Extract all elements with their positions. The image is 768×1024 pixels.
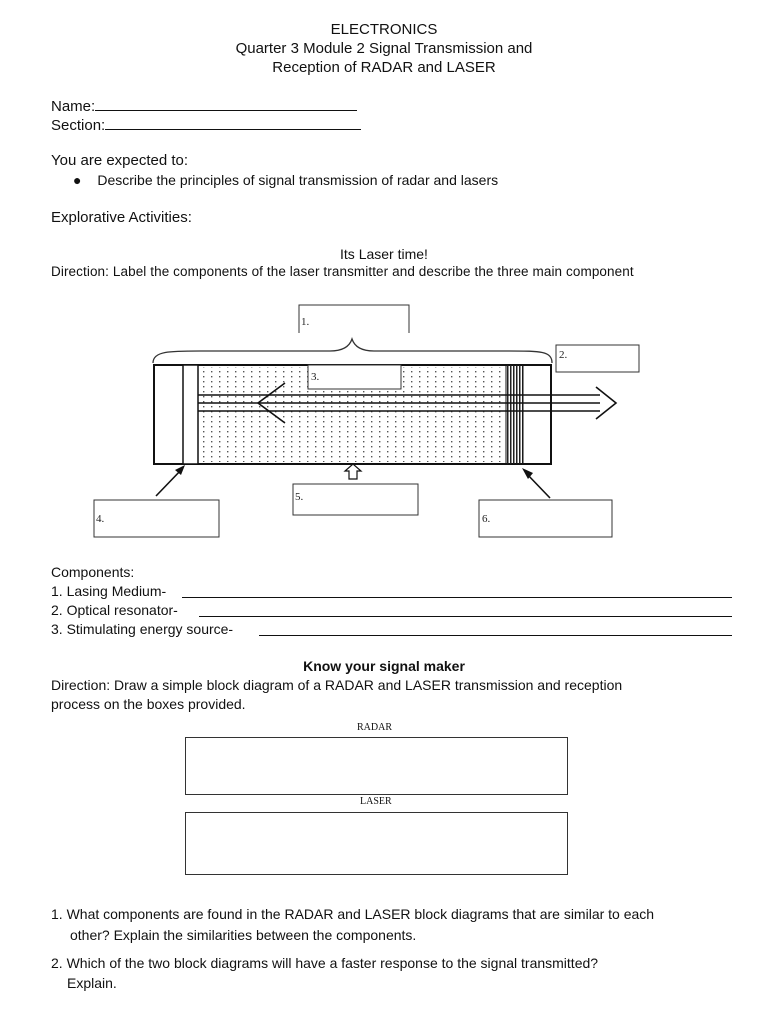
objective-text: Describe the principles of signal transmission of radar and lasers — [97, 172, 499, 188]
label-number-4: 4. — [96, 513, 105, 525]
arrow-head-right-icon — [522, 468, 533, 479]
document-subject: ELECTRONICS — [330, 21, 438, 38]
label-box-4 — [94, 500, 219, 537]
component-blank-3[interactable] — [259, 635, 732, 636]
activity2-direction-line2: process on the boxes provided. — [51, 696, 246, 712]
laser-box-label: LASER — [360, 796, 392, 807]
activity2-title: Know your signal maker — [303, 658, 465, 674]
question-2-line2: Explain. — [67, 975, 117, 991]
activity1-title: Its Laser time! — [340, 246, 428, 262]
section-label: Section: — [51, 117, 106, 134]
objectives-heading: You are expected to: — [51, 152, 189, 169]
component-energy-source: 3. Stimulating energy source- — [51, 621, 234, 637]
laser-transmitter-diagram — [0, 295, 768, 545]
question-2-line1: 2. Which of the two block diagrams will have a faster response to the signal transmitted? — [51, 955, 599, 971]
components-heading: Components: — [51, 564, 135, 580]
section-blank[interactable] — [105, 115, 361, 130]
bracket-icon — [153, 339, 552, 363]
radar-box-label: RADAR — [357, 722, 393, 733]
radar-drawing-box[interactable] — [185, 737, 568, 795]
component-blank-2[interactable] — [199, 616, 732, 617]
objective-item — [73, 172, 498, 188]
bullet-icon: ● — [73, 172, 82, 188]
activity2-direction-line1: Direction: Draw a simple block diagram of a RADAR and LASER transmission and reception — [51, 677, 623, 693]
document-title-line2: Reception of RADAR and LASER — [272, 59, 496, 76]
activity1-direction: Direction: Label the components of the laser transmitter and describe the three main component — [51, 264, 634, 279]
component-lasing-medium: 1. Lasing Medium- — [51, 583, 167, 599]
section-field[interactable] — [51, 115, 361, 134]
up-arrow-icon — [345, 464, 361, 479]
name-label: Name: — [51, 98, 96, 115]
component-blank-1[interactable] — [182, 597, 732, 598]
label-number-2: 2. — [559, 349, 568, 361]
document-title-line1: Quarter 3 Module 2 Signal Transmission and — [235, 40, 533, 57]
label-box-5 — [293, 484, 418, 515]
laser-drawing-box[interactable] — [185, 812, 568, 875]
partial-mirror — [506, 365, 523, 464]
full-mirror — [183, 365, 198, 464]
label-number-5: 5. — [295, 491, 304, 503]
name-field[interactable] — [51, 96, 357, 115]
label-number-6: 6. — [482, 513, 491, 525]
label-number-3: 3. — [311, 371, 320, 383]
explorative-heading: Explorative Activities: — [51, 209, 192, 226]
question-1-line2: other? Explain the similarities between the components. — [70, 927, 417, 943]
label-box-2 — [556, 345, 639, 372]
label-box-6 — [479, 500, 612, 537]
question-1-line1: 1. What components are found in the RADAR and LASER block diagrams that are similar to each — [51, 906, 655, 922]
component-optical-resonator: 2. Optical resonator- — [51, 602, 178, 618]
label-box-1[interactable] — [299, 305, 409, 333]
name-blank[interactable] — [95, 96, 357, 111]
arrow-head-left-icon — [175, 465, 185, 475]
label-number-1: 1. — [301, 316, 310, 328]
label-box-3 — [308, 365, 401, 389]
